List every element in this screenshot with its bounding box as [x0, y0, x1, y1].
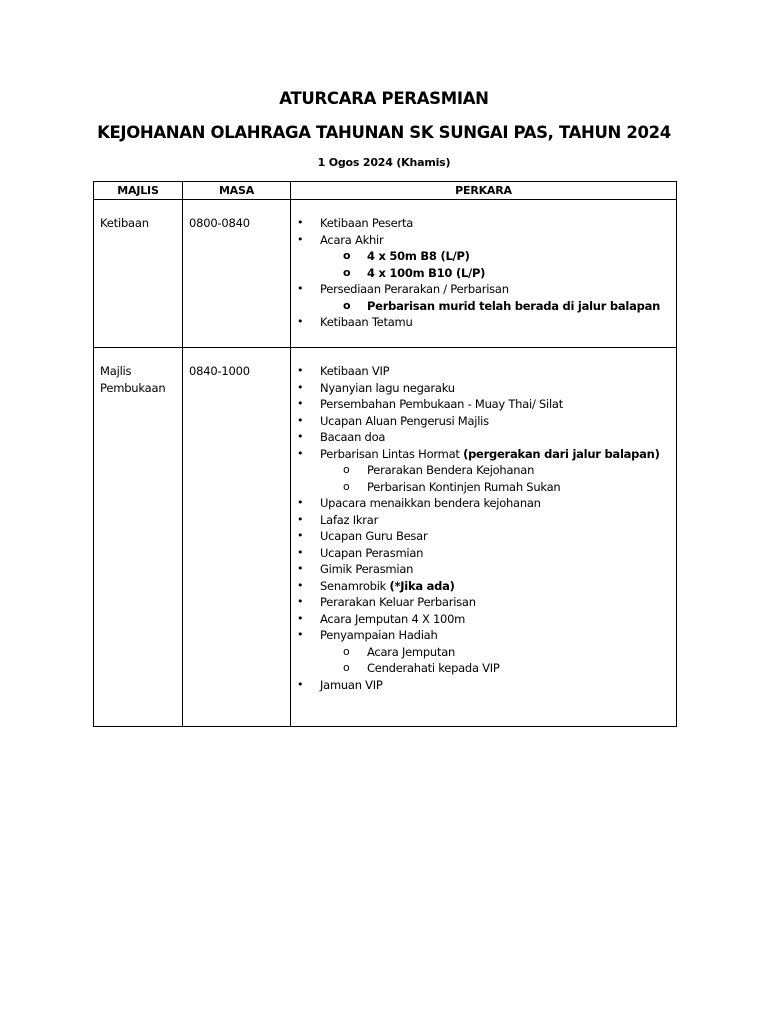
page-title: ATURCARA PERASMIAN [279, 89, 489, 108]
bullet-icon: • [297, 611, 304, 625]
page-subtitle: KEJOHANAN OLAHRAGA TAHUNAN SK SUNGAI PAS, TAHUN 2024 [97, 123, 671, 142]
bullet-icon: • [297, 364, 304, 377]
list-item-text: Jamuan VIP [320, 677, 383, 692]
list-item-text: Ketibaan VIP [320, 364, 390, 378]
circle-bullet-icon: o [343, 249, 351, 262]
masa-cell [183, 200, 291, 348]
list-item-text: Gimik Perasmian [320, 562, 414, 576]
bullet-icon: • [297, 315, 304, 328]
list-item-text: Perarakan Bendera Kejohanan [367, 463, 535, 477]
list-item [291, 677, 676, 694]
bullet-icon: • [297, 216, 304, 229]
bullet-icon: • [297, 562, 304, 575]
bullet-icon: • [297, 232, 304, 246]
list-item-text: Cenderahati kepada VIP [367, 661, 500, 675]
list-item-text: Acara Jemputan [367, 644, 456, 659]
sub-list-item [291, 479, 676, 496]
list-item [291, 429, 676, 446]
table-row [94, 348, 677, 727]
list-item [291, 314, 676, 331]
majlis-cell [94, 348, 183, 727]
circle-bullet-icon: o [343, 661, 350, 674]
perkara-list [291, 200, 676, 331]
list-item-text: Ketibaan Tetamu [320, 315, 413, 329]
table-row [94, 200, 677, 348]
list-item [291, 396, 676, 413]
list-item-note: (*Jika ada) [389, 578, 455, 593]
sub-list-item [291, 660, 676, 677]
masa-label: 0840-1000 [189, 364, 250, 378]
list-item [291, 594, 676, 611]
masa-cell [183, 348, 291, 727]
list-item [291, 363, 676, 380]
list-item-text: Bacaan doa [320, 430, 386, 444]
bullet-icon: • [297, 595, 304, 608]
majlis-label: Majlis Pembukaan [100, 364, 166, 395]
sub-list-item [291, 248, 676, 265]
bullet-icon: • [297, 446, 304, 460]
perkara-list [291, 348, 676, 693]
bullet-icon: • [297, 380, 304, 394]
sub-list-item [291, 265, 676, 282]
list-item-text: Senamrobik [320, 578, 387, 593]
list-item [291, 611, 676, 628]
bullet-icon: • [297, 282, 304, 295]
circle-bullet-icon: o [343, 463, 350, 476]
list-item-text: Ucapan Guru Besar [320, 529, 428, 543]
list-item [291, 561, 676, 578]
list-item [291, 232, 676, 249]
majlis-label: Ketibaan [100, 216, 149, 230]
list-item-text: Perbarisan Lintas Hormat [320, 446, 460, 461]
list-item-text: Nyanyian lagu negaraku [320, 380, 455, 395]
list-item-text: 4 x 100m B10 (L/P) [367, 265, 486, 280]
list-item-text: Ucapan Perasmian [320, 545, 424, 560]
column-header-masa: MASA [183, 182, 291, 200]
perkara-cell [291, 200, 677, 348]
list-item [291, 413, 676, 430]
bullet-icon: • [297, 397, 304, 410]
bullet-icon: • [297, 545, 304, 559]
list-item [291, 512, 676, 529]
list-item-text: Perbarisan Kontinjen Rumah Sukan [367, 479, 561, 494]
list-item-text: Perbarisan murid telah berada di jalur balapan [367, 298, 661, 313]
list-item [291, 528, 676, 545]
list-item-text: Persediaan Perarakan / Perbarisan [320, 282, 509, 296]
list-item-text: Perarakan Keluar Perbarisan [320, 595, 476, 609]
bullet-icon: • [297, 413, 304, 427]
schedule-table [93, 181, 677, 727]
list-item-note: (pergerakan dari jalur balapan) [463, 446, 660, 461]
list-item [291, 281, 676, 298]
list-item [291, 446, 676, 463]
bullet-icon: • [297, 578, 304, 592]
list-item-text: Ketibaan Peserta [320, 216, 414, 230]
list-item-text: Upacara menaikkan bendera kejohanan [320, 496, 541, 510]
circle-bullet-icon: o [343, 644, 350, 658]
list-item [291, 627, 676, 644]
circle-bullet-icon: o [343, 479, 350, 493]
circle-bullet-icon: o [343, 298, 351, 312]
list-item [291, 495, 676, 512]
sub-list-item [291, 644, 676, 661]
column-header-majlis: MAJLIS [94, 182, 183, 200]
sub-list-item [291, 298, 676, 315]
bullet-icon: • [297, 529, 304, 542]
list-item [291, 578, 676, 595]
bullet-icon: • [297, 512, 304, 526]
list-item-text: 4 x 50m B8 (L/P) [367, 249, 470, 263]
list-item [291, 380, 676, 397]
event-date: 1 Ogos 2024 (Khamis) [317, 156, 451, 169]
list-item-text: Ucapan Aluan Pengerusi Majlis [320, 413, 489, 428]
bullet-icon: • [297, 677, 304, 691]
bullet-icon: • [297, 430, 304, 443]
list-item-text: Persembahan Pembukaan - Muay Thai/ Silat [320, 397, 563, 411]
sub-list-item [291, 462, 676, 479]
column-header-perkara: PERKARA [291, 182, 677, 200]
list-item [291, 545, 676, 562]
perkara-cell [291, 348, 677, 727]
list-item [291, 215, 676, 232]
majlis-cell [94, 200, 183, 348]
list-item-text: Acara Akhir [320, 232, 384, 247]
table-header-row [94, 182, 677, 200]
masa-label: 0800-0840 [189, 216, 250, 230]
bullet-icon: • [297, 496, 304, 509]
list-item-text: Lafaz Ikrar [320, 512, 379, 527]
circle-bullet-icon: o [343, 265, 351, 279]
bullet-icon: • [297, 628, 304, 641]
list-item-text: Acara Jemputan 4 X 100m [320, 611, 466, 626]
list-item-text: Penyampaian Hadiah [320, 628, 438, 642]
